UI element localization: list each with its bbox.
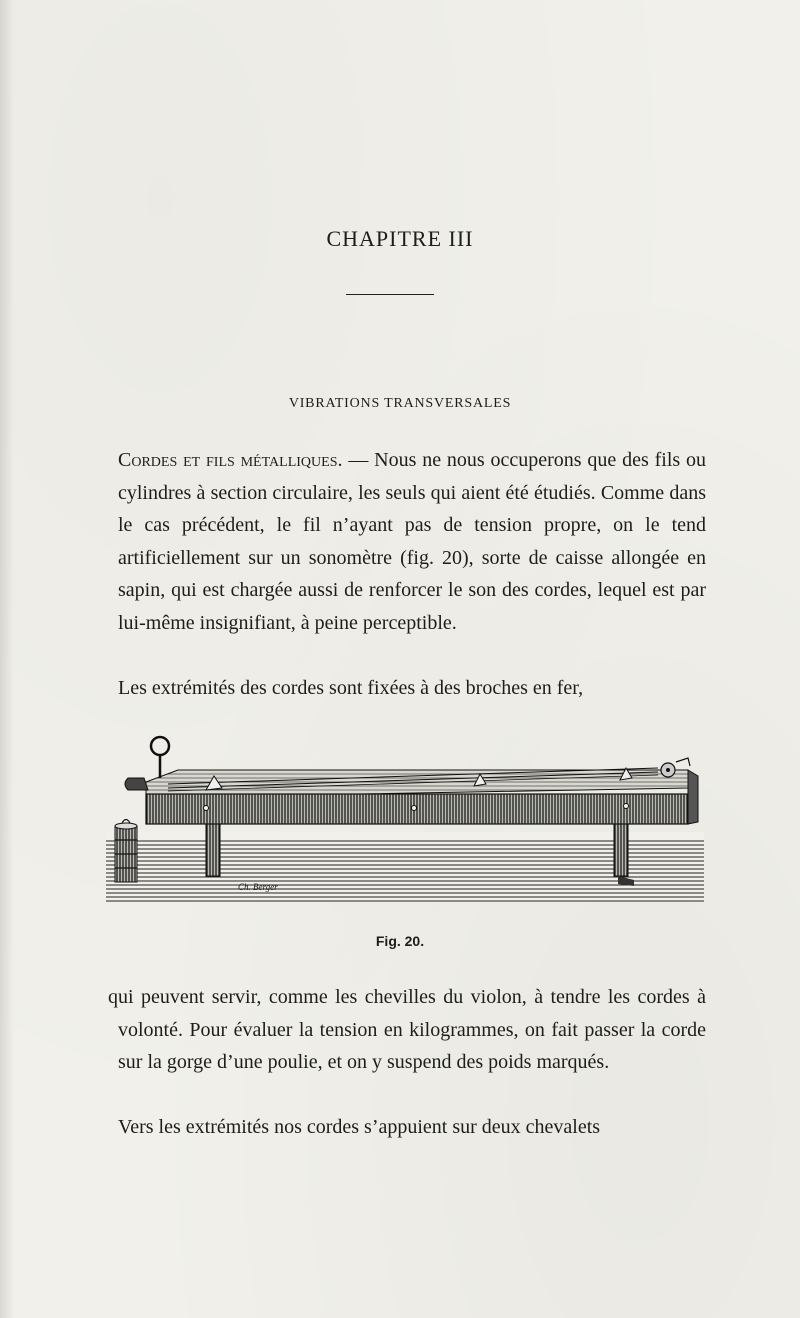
engraver-signature: Ch. Berger [238,882,278,892]
page-gutter-shadow [0,0,14,1318]
paragraph-text: Nous ne nous occuperons que des fils ou cylindres à section circulaire, les seuls qui aient été étudiés. Comme dans le cas précédent, le fil n’ayant pas de tension propre, on le tend artificiellement sur un sonomètre (fig. 20), sorte de caisse allongée en sapin, qui est chargée aussi de renforcer le son des cordes, lequel est par lui-même insignifiant, à peine perceptible. [118,449,706,634]
section-title: VIBRATIONS TRANSVERSALES [288,396,512,411]
paragraph-text: Les extrémités des cordes sont fixées à des broches en fer, [118,677,584,699]
paragraph-extremites [118,672,706,705]
sonometer-box [146,770,698,824]
paragraph-text: qui peuvent servir, comme les chevilles du violon, à tendre les cordes à volonté. Pour évaluer la tension en kilogrammes, on fait passer la corde sur la gorge d’une poulie, et on y suspend des poids marqués. [108,986,706,1073]
sonometer-illustration [98,728,710,918]
paragraph-cordes [118,444,706,639]
figure-caption: Fig. 20. [375,933,425,949]
chapter-title: CHAPITRE III [326,226,474,251]
paragraph-text: Vers les extrémités nos cordes s’appuient sur deux chevalets [118,1116,601,1138]
weight-stack [115,820,137,883]
paragraph-heading: Cordes et fils métalliques. [118,449,343,471]
paragraph-chevalets [118,1111,706,1144]
heading-dash: — [342,449,375,471]
sonometer-figure [98,728,710,918]
title-divider [346,294,434,295]
paragraph-chevilles [108,981,706,1079]
